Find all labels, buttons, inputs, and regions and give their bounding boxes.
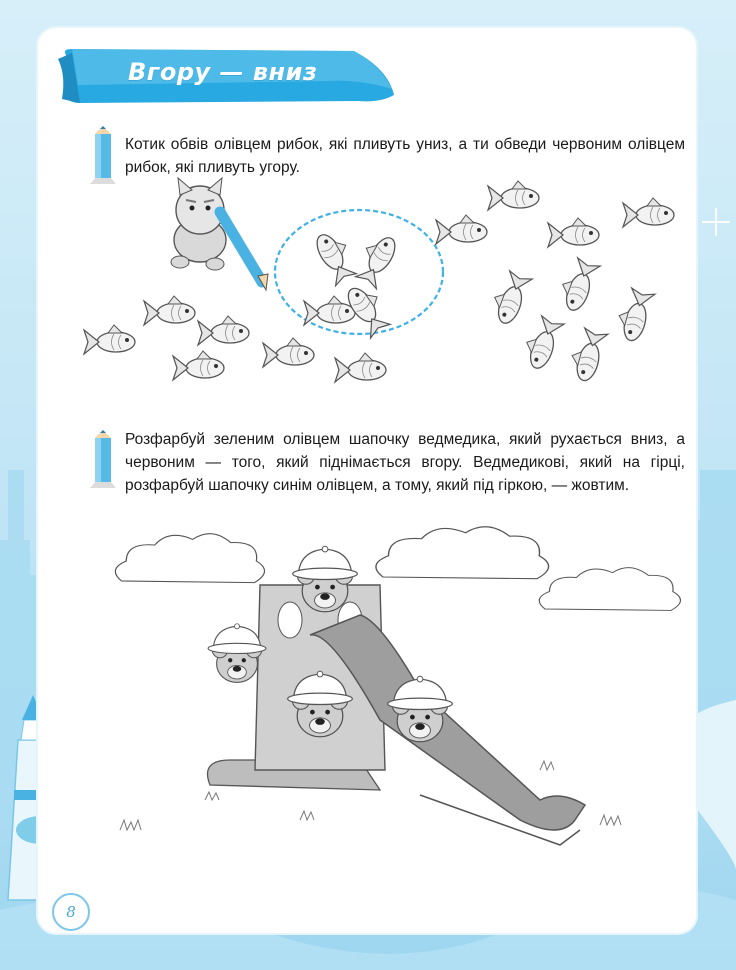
page-title: Вгору — вниз xyxy=(128,58,318,86)
task-2-instruction: Розфарбуй зеленим олівцем шапочку ведмедика, який рухається вниз, а червоним — того, який піднімається вгору. Ведмедикові, який на гірці, розфарбуй шапочку синім олівцем, а тому, який під гіркою, — жовтим. xyxy=(125,431,685,494)
page-number: 8 xyxy=(66,903,76,921)
page-number-badge xyxy=(52,893,90,931)
task-1-instruction: Котик обвів олівцем рибок, які пливуть униз, а ти обведи червоним олівцем рибок, які пливуть угору. xyxy=(125,136,685,176)
slide-illustration xyxy=(208,585,586,845)
fish-group-right xyxy=(436,181,674,383)
fish-group-circle xyxy=(310,227,402,338)
cloud-illustration xyxy=(115,527,680,611)
fish-group-left xyxy=(84,296,386,382)
cat-illustration xyxy=(171,178,268,290)
